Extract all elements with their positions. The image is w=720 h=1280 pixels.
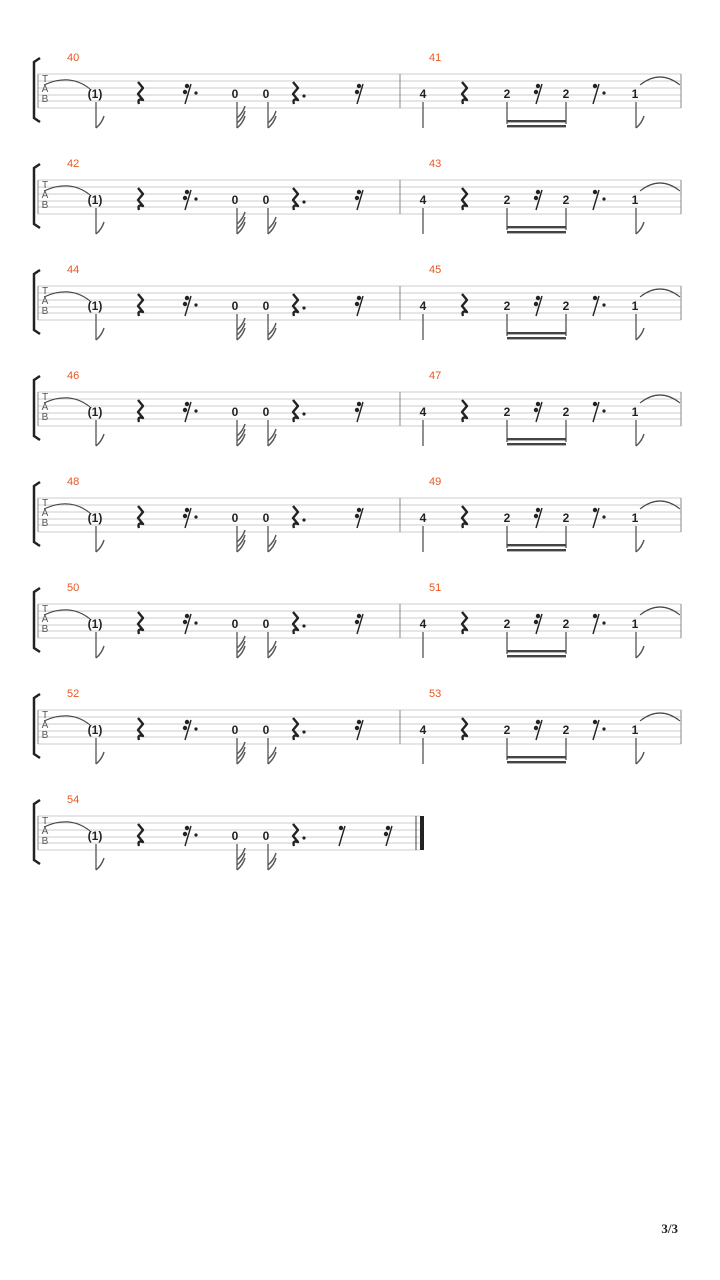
- tab-clef-letter: B: [41, 518, 49, 529]
- note-flag: [268, 641, 276, 653]
- fret-number: 2: [562, 299, 570, 313]
- fret-number: 4: [419, 193, 427, 207]
- fret-number: 1: [631, 617, 639, 631]
- note-beam: [507, 761, 566, 763]
- sixteenth-rest-hook: [536, 296, 540, 300]
- sixteenth-rest-hook: [185, 720, 189, 724]
- note-flag: [636, 116, 644, 128]
- system-bracket: [34, 588, 40, 652]
- system-bracket: [34, 800, 40, 864]
- measure-number: 46: [67, 370, 80, 382]
- note-beam: [507, 337, 566, 339]
- sixteenth-rest-dot: [194, 197, 197, 200]
- fret-number: 2: [503, 193, 511, 207]
- fret-number: (1): [87, 87, 103, 101]
- fret-number: 4: [419, 87, 427, 101]
- note-flag: [96, 540, 104, 552]
- note-flag: [268, 535, 276, 547]
- measure-number: 52: [67, 688, 80, 700]
- measure-number: 54: [67, 794, 80, 806]
- sixteenth-rest-hook2: [183, 90, 187, 94]
- tab-clef-letter: B: [41, 730, 49, 741]
- measure-number: 48: [67, 476, 80, 488]
- sixteenth-rest-hook: [185, 296, 189, 300]
- tab-clef-letter: T: [41, 604, 49, 615]
- note-flag: [96, 328, 104, 340]
- fret-number: 2: [562, 193, 570, 207]
- sixteenth-rest-hook2: [183, 514, 187, 518]
- measure-number: 51: [429, 582, 442, 594]
- tab-clef-letter: A: [41, 720, 49, 731]
- system-bracket: [34, 270, 40, 334]
- sixteenth-rest-hook: [185, 826, 189, 830]
- sixteenth-rest-hook2: [355, 726, 359, 730]
- tab-clef-letter: T: [41, 392, 49, 403]
- sixteenth-rest-dot: [194, 91, 197, 94]
- sixteenth-rest-hook: [185, 402, 189, 406]
- tab-clef-letter: T: [41, 710, 49, 721]
- note-beam: [507, 655, 566, 657]
- note-beam: [507, 438, 566, 440]
- note-flag: [96, 434, 104, 446]
- page-number: 3/3: [661, 1221, 678, 1236]
- note-beam: [507, 650, 566, 652]
- measure-number: 41: [429, 52, 442, 64]
- note-beam: [507, 226, 566, 228]
- sixteenth-rest-hook: [536, 720, 540, 724]
- note-beam: [507, 756, 566, 758]
- system-bracket: [34, 482, 40, 546]
- note-beam: [507, 125, 566, 127]
- fret-number: 4: [419, 299, 427, 313]
- fret-number: 2: [503, 405, 511, 419]
- rest-dot: [302, 624, 305, 627]
- sixteenth-rest-dot: [194, 303, 197, 306]
- sixteenth-rest-hook2: [183, 620, 187, 624]
- fret-number: 0: [231, 87, 239, 101]
- fret-number: 0: [262, 193, 270, 207]
- eighth-rest-dot: [602, 197, 605, 200]
- final-barline-thick: [420, 816, 424, 850]
- fret-number: 0: [262, 299, 270, 313]
- fret-number: 0: [231, 405, 239, 419]
- tab-clef-letter: T: [41, 498, 49, 509]
- tab-clef-letter: A: [41, 84, 49, 95]
- fret-number: 2: [503, 511, 511, 525]
- sixteenth-rest-hook: [536, 190, 540, 194]
- tab-clef-letter: T: [41, 180, 49, 191]
- tab-clef-letter: B: [41, 200, 49, 211]
- note-flag: [636, 646, 644, 658]
- measure-number: 40: [67, 52, 80, 64]
- eighth-rest-hook: [339, 826, 343, 830]
- fret-number: (1): [87, 405, 103, 419]
- note-flag: [96, 752, 104, 764]
- sixteenth-rest-hook2: [355, 620, 359, 624]
- note-flag: [96, 858, 104, 870]
- measure-number: 50: [67, 582, 80, 594]
- note-flag: [268, 323, 276, 335]
- fret-number: 0: [262, 405, 270, 419]
- tab-clef-letter: T: [41, 74, 49, 85]
- sixteenth-rest-hook2: [534, 408, 538, 412]
- sixteenth-rest-dot: [194, 833, 197, 836]
- rest-dot: [302, 518, 305, 521]
- fret-number: 2: [562, 87, 570, 101]
- eighth-rest-dot: [602, 303, 605, 306]
- sixteenth-rest-hook2: [183, 408, 187, 412]
- eighth-rest-dot: [602, 91, 605, 94]
- sixteenth-rest-hook2: [183, 302, 187, 306]
- measure-number: 42: [67, 158, 80, 170]
- rest-dot: [302, 306, 305, 309]
- system-bracket: [34, 164, 40, 228]
- fret-number: 1: [631, 511, 639, 525]
- note-flag: [636, 752, 644, 764]
- note-flag: [96, 222, 104, 234]
- fret-number: 0: [231, 723, 239, 737]
- note-beam: [507, 549, 566, 551]
- fret-number: 4: [419, 511, 427, 525]
- rest-dot: [302, 730, 305, 733]
- sixteenth-rest-hook: [536, 84, 540, 88]
- sixteenth-rest-hook2: [355, 514, 359, 518]
- sixteenth-rest-hook: [357, 508, 361, 512]
- fret-number: (1): [87, 511, 103, 525]
- eighth-rest-dot: [602, 409, 605, 412]
- tab-clef-letter: B: [41, 624, 49, 635]
- sixteenth-rest-hook2: [534, 90, 538, 94]
- fret-number: 4: [419, 405, 427, 419]
- sixteenth-rest-hook: [185, 84, 189, 88]
- tab-clef-letter: B: [41, 94, 49, 105]
- fret-number: 1: [631, 299, 639, 313]
- sixteenth-rest-hook: [536, 614, 540, 618]
- system-bracket: [34, 694, 40, 758]
- sixteenth-rest-hook: [185, 614, 189, 618]
- fret-number: 2: [503, 723, 511, 737]
- tab-clef-letter: T: [41, 816, 49, 827]
- note-flag: [636, 540, 644, 552]
- tab-clef-letter: A: [41, 402, 49, 413]
- sixteenth-rest-hook: [357, 402, 361, 406]
- fret-number: (1): [87, 617, 103, 631]
- tab-clef-letter: B: [41, 306, 49, 317]
- fret-number: 2: [503, 299, 511, 313]
- tab-clef-letter: A: [41, 296, 49, 307]
- measure-number: 49: [429, 476, 442, 488]
- sixteenth-rest-hook2: [183, 726, 187, 730]
- fret-number: 0: [231, 511, 239, 525]
- note-flag: [636, 434, 644, 446]
- sixteenth-rest-hook: [185, 190, 189, 194]
- rest-dot: [302, 412, 305, 415]
- sixteenth-rest-dot: [194, 621, 197, 624]
- fret-number: (1): [87, 829, 103, 843]
- sixteenth-rest-hook2: [534, 514, 538, 518]
- fret-number: 2: [562, 723, 570, 737]
- tab-clef-letter: B: [41, 412, 49, 423]
- eighth-rest-dot: [602, 621, 605, 624]
- note-flag: [268, 111, 276, 123]
- sixteenth-rest-hook2: [534, 726, 538, 730]
- fret-number: 2: [562, 617, 570, 631]
- eighth-rest-hook: [593, 614, 597, 618]
- sixteenth-rest-hook: [357, 614, 361, 618]
- fret-number: 1: [631, 87, 639, 101]
- note-flag: [268, 853, 276, 865]
- fret-number: 0: [231, 617, 239, 631]
- sixteenth-rest-hook2: [355, 196, 359, 200]
- fret-number: (1): [87, 723, 103, 737]
- fret-number: 2: [562, 511, 570, 525]
- fret-number: (1): [87, 193, 103, 207]
- note-beam: [507, 443, 566, 445]
- note-flag: [96, 116, 104, 128]
- measure-number: 53: [429, 688, 442, 700]
- sixteenth-rest-hook2: [384, 832, 388, 836]
- tab-clef-letter: T: [41, 286, 49, 297]
- eighth-rest-dot: [602, 727, 605, 730]
- fret-number: 0: [231, 829, 239, 843]
- sixteenth-rest-hook: [536, 402, 540, 406]
- fret-number: 2: [562, 405, 570, 419]
- rest-dot: [302, 836, 305, 839]
- sixteenth-rest-dot: [194, 515, 197, 518]
- sixteenth-rest-hook2: [534, 620, 538, 624]
- tab-clef-letter: B: [41, 836, 49, 847]
- sixteenth-rest-hook: [357, 190, 361, 194]
- note-flag: [268, 217, 276, 229]
- fret-number: 0: [231, 299, 239, 313]
- sixteenth-rest-dot: [194, 409, 197, 412]
- fret-number: 0: [262, 829, 270, 843]
- note-flag: [268, 747, 276, 759]
- note-flag: [268, 429, 276, 441]
- sixteenth-rest-hook2: [534, 302, 538, 306]
- tab-clef-letter: A: [41, 190, 49, 201]
- note-flag: [96, 646, 104, 658]
- fret-number: 4: [419, 617, 427, 631]
- fret-number: 2: [503, 87, 511, 101]
- sixteenth-rest-hook: [357, 296, 361, 300]
- fret-number: 1: [631, 405, 639, 419]
- fret-number: 1: [631, 723, 639, 737]
- sixteenth-rest-hook2: [183, 196, 187, 200]
- fret-number: 0: [262, 511, 270, 525]
- rest-dot: [302, 94, 305, 97]
- note-beam: [507, 544, 566, 546]
- eighth-rest-hook: [593, 296, 597, 300]
- sixteenth-rest-hook2: [355, 302, 359, 306]
- fret-number: 4: [419, 723, 427, 737]
- note-flag: [636, 328, 644, 340]
- fret-number: 0: [262, 617, 270, 631]
- note-flag: [636, 222, 644, 234]
- sixteenth-rest-hook: [357, 84, 361, 88]
- fret-number: 0: [262, 723, 270, 737]
- eighth-rest-hook: [593, 402, 597, 406]
- fret-number: 0: [231, 193, 239, 207]
- rest-dot: [302, 200, 305, 203]
- measure-number: 44: [67, 264, 80, 276]
- note-beam: [507, 231, 566, 233]
- eighth-rest-hook: [593, 190, 597, 194]
- tab-clef-letter: A: [41, 508, 49, 519]
- sixteenth-rest-hook: [386, 826, 390, 830]
- sixteenth-rest-hook: [185, 508, 189, 512]
- fret-number: 1: [631, 193, 639, 207]
- measure-number: 43: [429, 158, 442, 170]
- eighth-rest-hook: [593, 720, 597, 724]
- tab-clef-letter: A: [41, 614, 49, 625]
- eighth-rest-hook: [593, 84, 597, 88]
- sixteenth-rest-hook2: [355, 408, 359, 412]
- note-beam: [507, 332, 566, 334]
- measure-number: 45: [429, 264, 442, 276]
- fret-number: (1): [87, 299, 103, 313]
- tab-clef-letter: A: [41, 826, 49, 837]
- measure-number: 47: [429, 370, 442, 382]
- sixteenth-rest-hook2: [183, 832, 187, 836]
- eighth-rest-dot: [602, 515, 605, 518]
- system-bracket: [34, 376, 40, 440]
- fret-number: 0: [262, 87, 270, 101]
- eighth-rest-hook: [593, 508, 597, 512]
- sixteenth-rest-hook2: [355, 90, 359, 94]
- note-beam: [507, 120, 566, 122]
- sixteenth-rest-hook: [357, 720, 361, 724]
- fret-number: 2: [503, 617, 511, 631]
- system-bracket: [34, 58, 40, 122]
- sixteenth-rest-hook: [536, 508, 540, 512]
- sixteenth-rest-hook2: [534, 196, 538, 200]
- sixteenth-rest-dot: [194, 727, 197, 730]
